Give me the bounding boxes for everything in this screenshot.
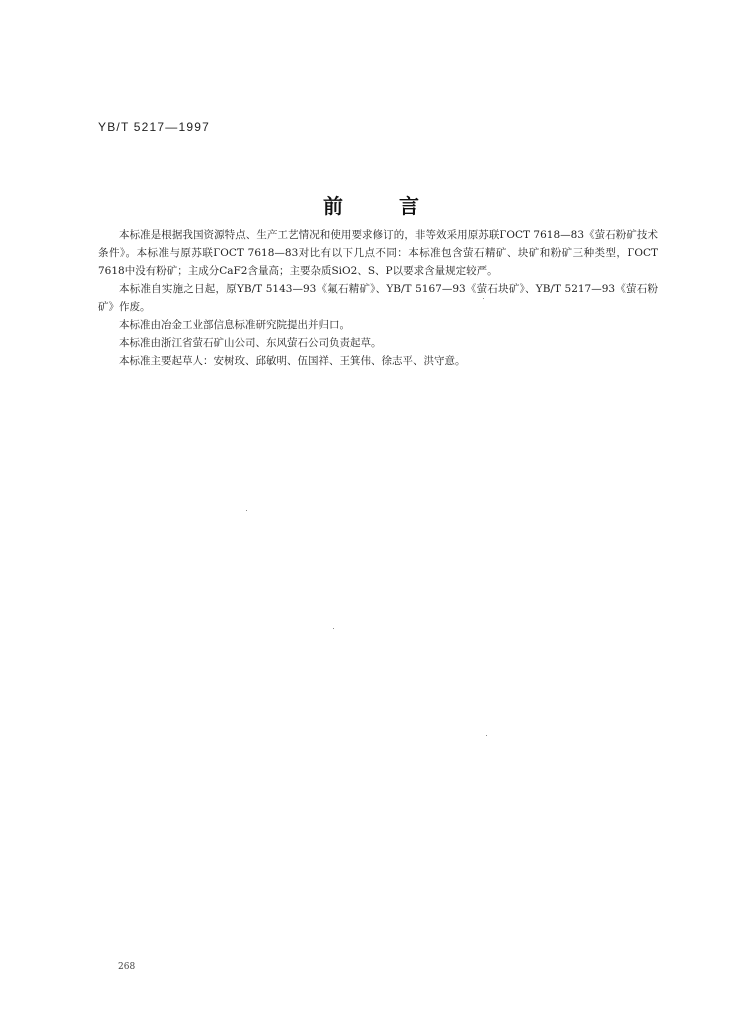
scan-speck — [483, 298, 484, 299]
paragraph-supersession: 本标准自实施之日起，原YB/T 5143—93《氟石精矿》、YB/T 5167—93《萤石块矿》、YB/T 5217—93《萤石粉矿》作废。 — [98, 283, 658, 313]
scan-speck — [333, 628, 334, 629]
paragraph-drafting-units: 本标准由浙江省萤石矿山公司、东风萤石公司负责起草。 — [119, 337, 382, 349]
scan-speck — [246, 510, 247, 511]
paragraph-adoption: 本标准是根据我国资源特点、生产工艺情况和使用要求修订的，非等效采用原苏联ГОСТ 7618—83《萤石粉矿技术条件》。本标准与原苏联ГОСТ 7618—83对比有以下几点不同：本标准包含萤石精矿、块矿和粉矿三种类型，ГОСТ 7618中没有粉矿；主成分CaF2含量高；主要杂质SiO2、S、P以要求含量规定较严。 — [98, 229, 658, 277]
foreword-body — [98, 226, 658, 370]
section-title: 前言 — [323, 194, 475, 218]
paragraph-proposer: 本标准由冶金工业部信息标准研究院提出并归口。 — [119, 319, 350, 331]
page-number: 268 — [118, 962, 136, 972]
paragraph-drafters: 本标准主要起草人：安树玫、邱敏明、伍国祥、王箕伟、徐志平、洪守意。 — [119, 355, 466, 367]
standard-number-header: YB/T 5217—1997 — [98, 120, 210, 134]
scan-speck — [486, 735, 487, 736]
